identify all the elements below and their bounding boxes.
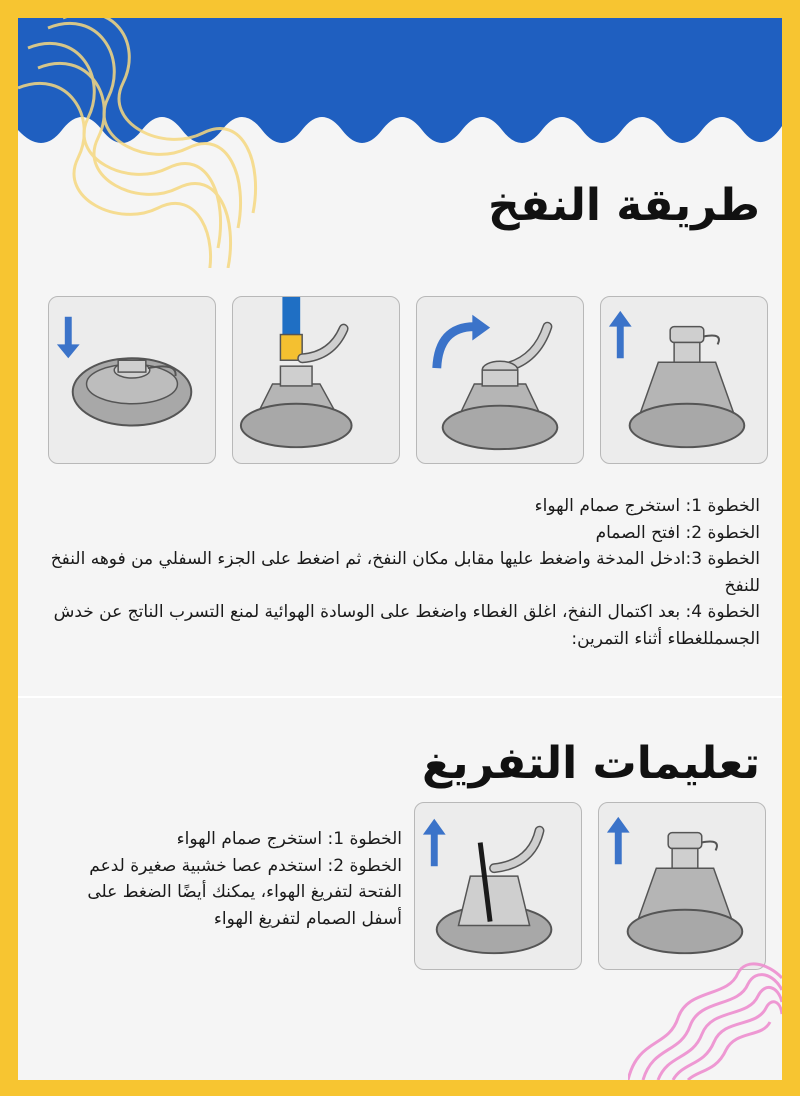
inflation-title: طريقة النفخ: [488, 180, 760, 231]
section-divider: [18, 696, 782, 698]
inflation-step-4: الخطوة 4: بعد اكتمال النفخ، اغلق الغطاء واضغط على الوسادة الهوائية لمنع التسرب الناتج عن خدش الجسمللغطاء أثناء التمرين:: [53, 602, 760, 649]
instruction-sheet: [18, 18, 782, 1080]
pink-swirl-decoration: [628, 958, 782, 1080]
inflation-step-3: الخطوة 3:ادخل المدخة واضغط عليها مقابل مكان النفخ، ثم اضغط على الجزء السفلي من فوهه النفخ للنفخ: [50, 549, 760, 596]
deflation-image-1: [598, 802, 766, 970]
deflation-image-2: [414, 802, 582, 970]
arrow-up-icon: [609, 311, 632, 358]
inflation-steps: [30, 493, 760, 652]
inflation-image-1: [600, 296, 768, 464]
deflation-step-2: الخطوة 2: استخدم عصا خشبية صغيرة لدعم الفتحة لتفريغ الهواء، يمكنك أيضًا الضغط على أسفل الصمام لتفريغ الهواء: [87, 855, 402, 929]
inflation-image-2: [416, 296, 584, 464]
deflation-step-1: الخطوة 1: استخرج صمام الهواء: [176, 829, 402, 849]
arrow-up-icon: [607, 817, 630, 864]
deflation-steps: [56, 826, 402, 932]
arrow-down-icon: [57, 317, 80, 359]
inflation-image-4: [48, 296, 216, 464]
curved-arrow-icon: [437, 327, 475, 369]
inflation-image-3: [232, 296, 400, 464]
inflation-step-1: الخطوة 1: استخرج صمام الهواء: [534, 496, 760, 516]
pump-hose: [282, 297, 300, 337]
arrow-up-icon: [423, 819, 446, 866]
yellow-swirl-decoration: [18, 18, 278, 268]
deflation-title: تعليمات التفريغ: [421, 738, 760, 789]
inflation-step-2: الخطوة 2: افتح الصمام: [595, 522, 760, 543]
